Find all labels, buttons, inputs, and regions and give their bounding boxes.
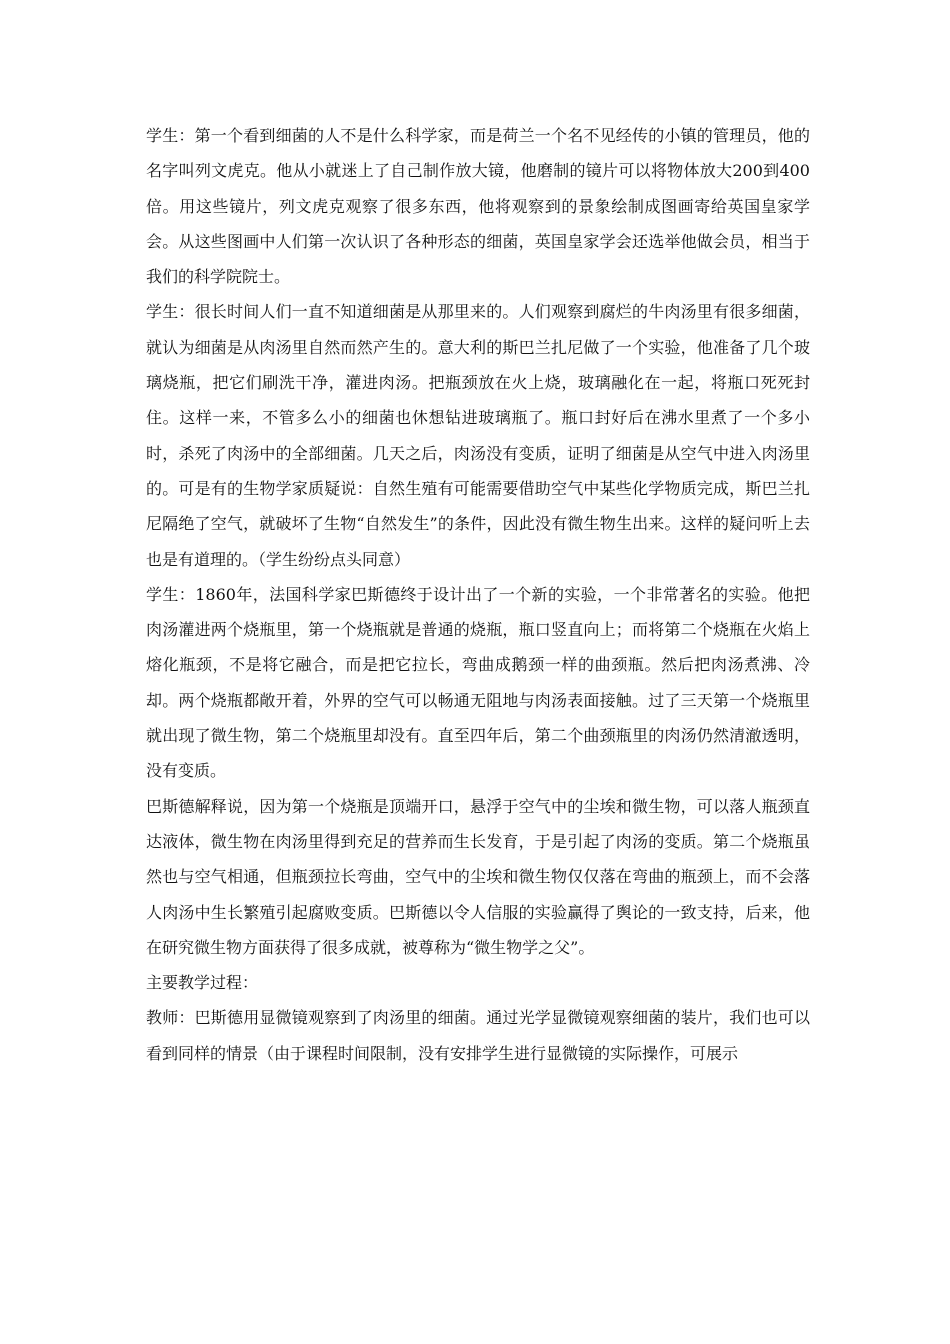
paragraph-pasteur-experiment: 学生：1860年，法国科学家巴斯德终于设计出了一个新的实验，一个非常著名的实验。他把肉汤灌进两个烧瓶里，第一个烧瓶就是普通的烧瓶，瓶口竖直向上；而将第二个烧瓶在火焰上熔化瓶颈，不是将它融合，而是把它拉长，弯曲成鹅颈一样的曲颈瓶。然后把肉汤煮沸、冷却。两个烧瓶都敞开着，外界的空气可以畅通无阻地与肉汤表面接触。过了三天第一个烧瓶里就出现了微生物，第二个烧瓶里却没有。直至四年后，第二个曲颈瓶里的肉汤仍然清澈透明，没有变质。 (146, 584, 810, 781)
paragraph-spallanzani: 学生：很长时间人们一直不知道细菌是从那里来的。人们观察到腐烂的牛肉汤里有很多细菌，就认为细菌是从肉汤里自然而然产生的。意大利的斯巴兰扎尼做了一个实验，他准备了几个玻璃烧瓶，把它们刷洗干净，灌进肉汤。把瓶颈放在火上烧，玻璃融化在一起，将瓶口死死封住。这样一来，不管多么小的细菌也休想钻进玻璃瓶了。瓶口封好后在沸水里煮了一个多小时，杀死了肉汤中的全部细菌。几天之后，肉汤没有变质，证明了细菌是从空气中进入肉汤里的。可是有的生物学家质疑说：自然生殖有可能需要借助空气中某些化学物质完成，斯巴兰扎尼隔绝了空气，就破坏了生物“自然发生”的条件，因此没有微生物生出来。这样的疑问听上去也是有道理的。（学生纷纷点头同意） (146, 302, 810, 569)
paragraph-leeuwenhoek: 学生：第一个看到细菌的人不是什么科学家，而是荷兰一个名不见经传的小镇的管理员，他的名字叫列文虎克。他从小就迷上了自己制作放大镜，他磨制的镜片可以将物体放大200到400倍。用这些镜片，列文虎克观察了很多东西，他将观察到的景象绘制成图画寄给英国皇家学会。从这些图画中人们第一次认识了各种形态的细菌，英国皇家学会还选举他做会员，相当于我们的科学院院士。 (146, 126, 810, 287)
section-heading-teaching-process: 主要教学过程： (146, 973, 259, 993)
paragraph-teacher: 教师：巴斯德用显微镜观察到了肉汤里的细菌。通过光学显微镜观察细菌的装片，我们也可以看到同样的情景（由于课程时间限制，没有安排学生进行显微镜的实际操作，可展示 (146, 1008, 810, 1063)
document-page (146, 118, 810, 1071)
paragraph-pasteur-explanation: 巴斯德解释说，因为第一个烧瓶是顶端开口，悬浮于空气中的尘埃和微生物，可以落人瓶颈直达液体，微生物在肉汤里得到充足的营养而生长发育，于是引起了肉汤的变质。第二个烧瓶虽然也与空气相通，但瓶颈拉长弯曲，空气中的尘埃和微生物仅仅落在弯曲的瓶颈上，而不会落人肉汤中生长繁殖引起腐败变质。巴斯德以令人信服的实验赢得了舆论的一致支持，后来，他在研究微生物方面获得了很多成就，被尊称为“微生物学之父”。 (146, 796, 810, 957)
